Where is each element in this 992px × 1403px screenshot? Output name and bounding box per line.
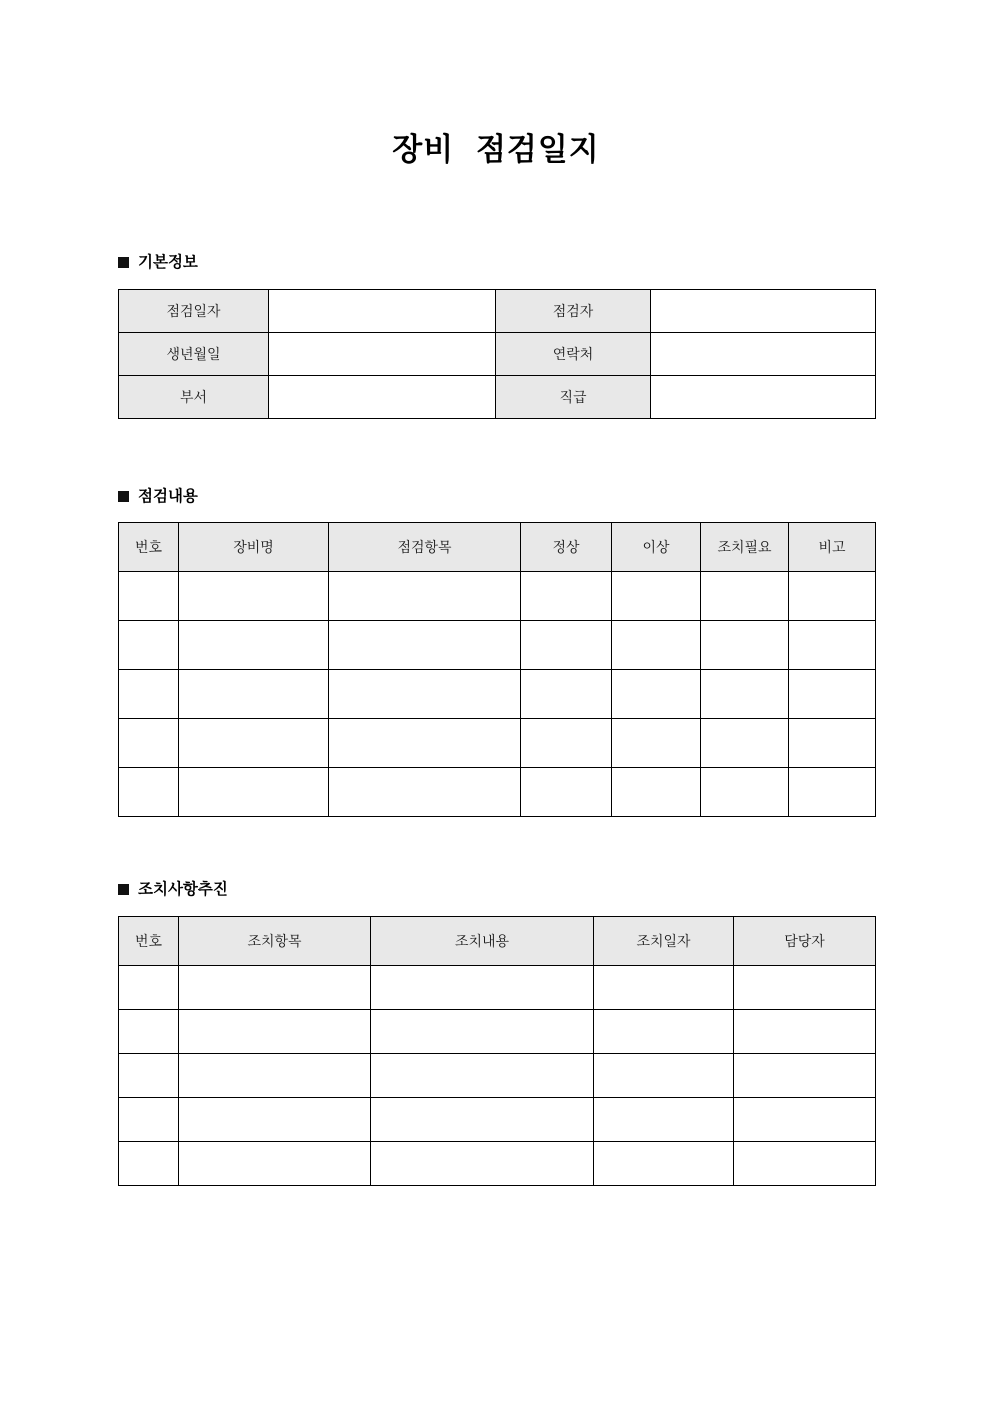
filled-square-icon [118, 257, 129, 268]
table-row [119, 375, 876, 418]
inspection-cell[interactable] [329, 768, 521, 817]
inspection-cell[interactable] [612, 572, 701, 621]
inspection-cell[interactable] [789, 768, 876, 817]
column-header-action-req: 조치필요 [701, 523, 789, 572]
action_items-cell[interactable] [594, 1097, 734, 1141]
inspection-cell[interactable] [612, 670, 701, 719]
inspection-cell[interactable] [789, 719, 876, 768]
table-row [119, 1009, 876, 1053]
action_items-cell[interactable] [179, 1097, 371, 1141]
column-header-no: 번호 [119, 916, 179, 965]
field-label-position: 직급 [496, 375, 651, 418]
section-heading-label: 조치사항추진 [138, 880, 228, 899]
field-label-birth-date: 생년월일 [119, 332, 269, 375]
table-row [119, 1053, 876, 1097]
inspection-table [118, 522, 876, 817]
section-action-items [118, 882, 874, 1186]
inspection-cell[interactable] [701, 670, 789, 719]
filled-square-icon [118, 884, 129, 895]
table-row [119, 572, 876, 621]
table-header-row [119, 916, 876, 965]
table-row [119, 289, 876, 332]
table-row [119, 1141, 876, 1185]
action_items-cell[interactable] [594, 965, 734, 1009]
action_items-cell[interactable] [119, 1097, 179, 1141]
column-header-action-item: 조치항목 [179, 916, 371, 965]
field-value-contact[interactable] [651, 332, 876, 375]
column-header-normal: 정상 [521, 523, 612, 572]
table-row [119, 621, 876, 670]
action_items-cell[interactable] [119, 1053, 179, 1097]
field-value-position[interactable] [651, 375, 876, 418]
inspection-cell[interactable] [789, 572, 876, 621]
field-label-contact: 연락처 [496, 332, 651, 375]
inspection-cell[interactable] [521, 719, 612, 768]
section-heading-basic-info [118, 255, 874, 271]
action_items-cell[interactable] [594, 1141, 734, 1185]
action_items-cell[interactable] [371, 1097, 594, 1141]
section-heading-action-items [118, 882, 874, 898]
field-value-birth-date[interactable] [269, 332, 496, 375]
field-label-inspection-date: 점검일자 [119, 289, 269, 332]
inspection-cell[interactable] [329, 621, 521, 670]
inspection-cell[interactable] [119, 572, 179, 621]
action_items-cell[interactable] [371, 1009, 594, 1053]
inspection-cell[interactable] [179, 670, 329, 719]
action_items-cell[interactable] [734, 1053, 876, 1097]
spacer [118, 898, 874, 916]
spacer [118, 419, 874, 489]
field-label-inspector: 점검자 [496, 289, 651, 332]
action_items-cell[interactable] [734, 1097, 876, 1141]
action_items-cell[interactable] [594, 1053, 734, 1097]
inspection-cell[interactable] [179, 572, 329, 621]
action_items-cell[interactable] [119, 1141, 179, 1185]
action_items-cell[interactable] [119, 965, 179, 1009]
inspection-cell[interactable] [521, 572, 612, 621]
inspection-cell[interactable] [521, 768, 612, 817]
action_items-cell[interactable] [734, 965, 876, 1009]
inspection-cell[interactable] [701, 768, 789, 817]
inspection-cell[interactable] [179, 621, 329, 670]
section-heading-label: 기본정보 [138, 253, 198, 272]
spacer [118, 817, 874, 882]
inspection-cell[interactable] [701, 621, 789, 670]
inspection-cell[interactable] [612, 768, 701, 817]
action_items-cell[interactable] [371, 1053, 594, 1097]
inspection-cell[interactable] [701, 572, 789, 621]
inspection-cell[interactable] [701, 719, 789, 768]
inspection-cell[interactable] [612, 719, 701, 768]
inspection-cell[interactable] [612, 621, 701, 670]
column-header-owner: 담당자 [734, 916, 876, 965]
table-row [119, 965, 876, 1009]
inspection-cell[interactable] [329, 719, 521, 768]
action_items-cell[interactable] [179, 965, 371, 1009]
table-row [119, 670, 876, 719]
action-items-table [118, 916, 876, 1186]
field-value-inspection-date[interactable] [269, 289, 496, 332]
column-header-item: 점검항목 [329, 523, 521, 572]
column-header-action-date: 조치일자 [594, 916, 734, 965]
table-header-row [119, 523, 876, 572]
field-value-department[interactable] [269, 375, 496, 418]
section-inspection [118, 486, 874, 818]
basic-info-table [118, 289, 876, 419]
inspection-cell[interactable] [329, 572, 521, 621]
table-row [119, 332, 876, 375]
action_items-cell[interactable] [179, 1009, 371, 1053]
inspection-cell[interactable] [521, 670, 612, 719]
table-row [119, 768, 876, 817]
action_items-cell[interactable] [179, 1053, 371, 1097]
column-header-remarks: 비고 [789, 523, 876, 572]
action_items-cell[interactable] [119, 1009, 179, 1053]
inspection-cell[interactable] [119, 719, 179, 768]
inspection-cell[interactable] [329, 670, 521, 719]
action_items-cell[interactable] [734, 1141, 876, 1185]
action_items-cell[interactable] [179, 1141, 371, 1185]
field-label-department: 부서 [119, 375, 269, 418]
inspection-cell[interactable] [179, 768, 329, 817]
column-header-abnormal: 이상 [612, 523, 701, 572]
inspection-cell[interactable] [521, 621, 612, 670]
section-heading-label: 점검내용 [138, 486, 198, 505]
action_items-cell[interactable] [594, 1009, 734, 1053]
inspection-cell[interactable] [789, 670, 876, 719]
spacer [118, 169, 874, 255]
spacer [118, 504, 874, 522]
column-header-action-desc: 조치내용 [371, 916, 594, 965]
action_items-cell[interactable] [371, 1141, 594, 1185]
section-heading-inspection [118, 486, 874, 505]
spacer [118, 271, 874, 289]
table-row [119, 719, 876, 768]
page-title: 장비 점검일지 [392, 132, 600, 168]
inspection-cell[interactable] [119, 670, 179, 719]
inspection-cell[interactable] [119, 621, 179, 670]
inspection-cell[interactable] [119, 768, 179, 817]
table-row [119, 1097, 876, 1141]
inspection-cell[interactable] [179, 719, 329, 768]
section-basic-info [118, 255, 874, 419]
inspection-cell[interactable] [789, 621, 876, 670]
action_items-cell[interactable] [371, 965, 594, 1009]
column-header-equipment: 장비명 [179, 523, 329, 572]
field-value-inspector[interactable] [651, 289, 876, 332]
column-header-no: 번호 [119, 523, 179, 572]
action_items-cell[interactable] [734, 1009, 876, 1053]
filled-square-icon [118, 491, 129, 502]
